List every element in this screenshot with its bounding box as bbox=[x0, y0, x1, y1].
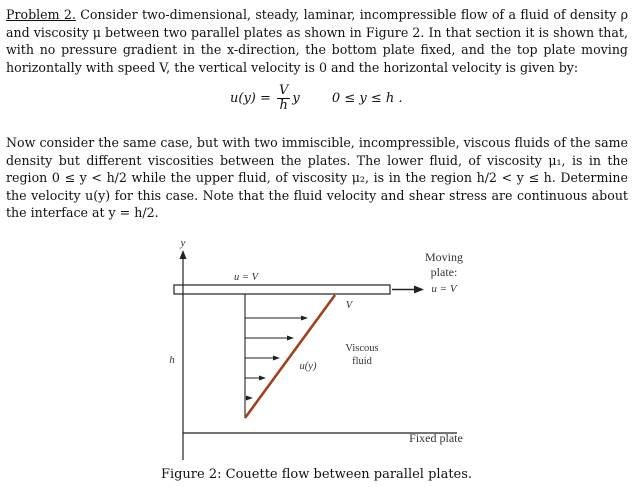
equation-range: 0 ≤ y ≤ h . bbox=[331, 91, 403, 106]
velocity-arrowhead bbox=[273, 356, 280, 361]
moving-plate-label-line2: plate: bbox=[430, 265, 458, 279]
problem-body-paragraph: Now consider the same case, but with two immiscible, incompressible, viscous fluids of the same density but different viscosities between the plates. The lower fluid, of viscosity μ₁, is in the region 0 ≤ y < h/2 while the upper fluid, of viscosity μ₂, is in the region h/2 < y ≤ h. Determine the velocity u(y) for this case. Note that the fluid velocity and shear stress are continuous about the interface at y = h/2. bbox=[6, 135, 628, 220]
equation-lhs: u(y) = bbox=[230, 91, 271, 106]
velocity-arrowhead bbox=[246, 396, 253, 401]
moving-plate-label-line3: u = V bbox=[431, 283, 457, 295]
equation-denominator: h bbox=[279, 98, 288, 113]
top-plate-label: u = V bbox=[234, 272, 258, 283]
fixed-plate-label: Fixed plate bbox=[409, 431, 463, 445]
velocity-arrowhead bbox=[287, 336, 294, 341]
figure-caption: Figure 2: Couette flow between parallel plates. bbox=[160, 467, 473, 482]
y-axis-label: y bbox=[180, 238, 186, 249]
moving-plate bbox=[174, 285, 390, 294]
equation-fraction bbox=[277, 84, 290, 113]
velocity-arrowhead bbox=[301, 316, 308, 321]
problem-intro-paragraph bbox=[6, 6, 628, 76]
profile-tip-label: V bbox=[345, 300, 353, 311]
velocity-profile-line bbox=[245, 295, 335, 418]
problem-intro-text: Consider two-dimensional, steady, laminar, incompressible flow of a fluid of density ρ and viscosity μ between two parallel plates as shown in Figure 2. In that section it is shown that, with no pressure gradient in the x-direction, the bottom plate fixed, and the top plate moving horizontally with speed V, the vertical velocity is 0 and the horizontal velocity is given by: bbox=[6, 7, 628, 75]
problem-label: Problem 2. bbox=[6, 7, 76, 22]
plate-motion-arrowhead bbox=[414, 286, 424, 294]
velocity-equation bbox=[230, 84, 403, 113]
viscous-fluid-label-line1: Viscous bbox=[345, 343, 379, 354]
equation-rhs: y bbox=[292, 91, 300, 106]
moving-plate-label-line1: Moving bbox=[424, 250, 464, 264]
y-axis-arrowhead bbox=[180, 250, 187, 259]
viscous-fluid-label-line2: fluid bbox=[352, 356, 372, 367]
height-label: h bbox=[169, 354, 175, 366]
equation-numerator: V bbox=[279, 83, 289, 98]
profile-label: u(y) bbox=[299, 361, 317, 372]
velocity-arrows bbox=[245, 316, 308, 401]
couette-flow-figure bbox=[160, 238, 480, 463]
velocity-arrowhead bbox=[259, 376, 266, 381]
